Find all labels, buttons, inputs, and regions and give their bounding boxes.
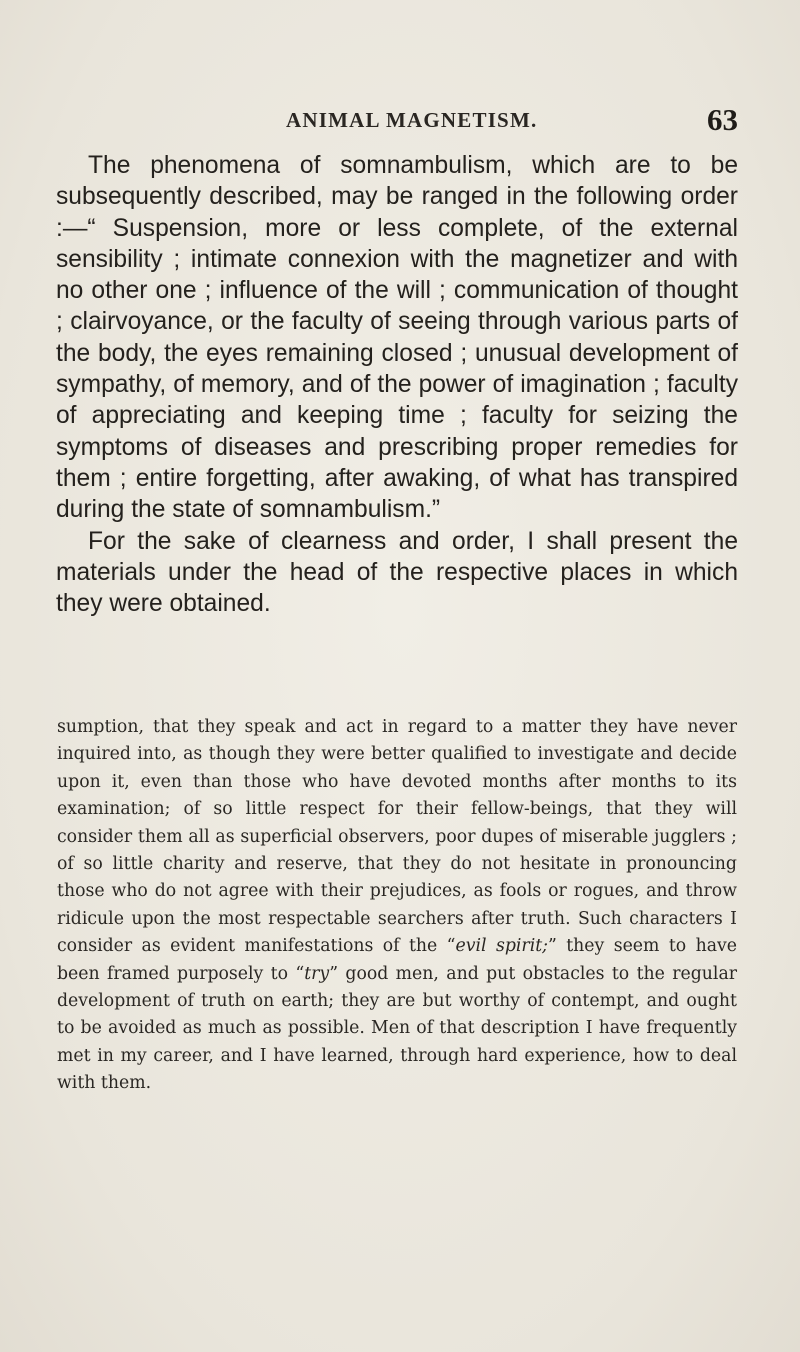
- paragraph-phenomena: The phenomena of somnambulism, which are to be subsequently described, may be ranged in the following order :—“ Suspension, more or less complete, of the external sensibility ; intimate connexion with the magnetizer and with no other one ; influence of the will ; communication of thought ; clairvoyance, or the faculty of seeing through various parts of the body, the eyes remaining closed ; unusual development of sympathy, of memory, and of the power of imagination ; faculty of appreciating and keeping time ; faculty for seizing the symptoms of diseases and prescribing proper remedies for them ; entire forgetting, after awaking, of what has transpired during the state of somnambulism.”: [56, 152, 738, 524]
- page-number: 63: [707, 102, 738, 137]
- paragraph-clearness: For the sake of clearness and order, I shall present the materials under the head of the respective places in which they were obtained.: [56, 527, 738, 618]
- footnote-text-2: ” they seem to have been framed purposely to “: [57, 936, 737, 984]
- footnote: [57, 714, 737, 1098]
- footnote-paragraph: [57, 714, 737, 1098]
- footnote-try: try: [304, 963, 330, 984]
- main-text: [56, 150, 738, 619]
- footnote-text-3: ” good men, and put obstacles to the regular development of truth on earth; they are but worthy of contempt, and ought to be avoided as much as possible. Men of that description I have frequently met in my career, and I have learned, through hard experience, how to deal with them.: [57, 963, 738, 1094]
- running-head: [262, 102, 738, 140]
- footnote-evil-spirit: evil spirit;: [455, 936, 548, 957]
- footnote-text-1: sumption, that they speak and act in regard to a matter they have never inquired into, as though they were better qualified to investigate and decide upon it, even than those who have devoted months after months to its examination; of so little respect for their fellow-beings, that they will consider them all as superficial observers, poor dupes of miserable jugglers ; of so little charity and reserve, that they do not hesitate in pronouncing those who do not agree with their prejudices, as fools or rogues, and throw ridicule upon the most respectable searchers after truth. Such characters I consider as evident manifestations of the “: [57, 717, 737, 957]
- running-title: ANIMAL MAGNETISM.: [286, 108, 538, 132]
